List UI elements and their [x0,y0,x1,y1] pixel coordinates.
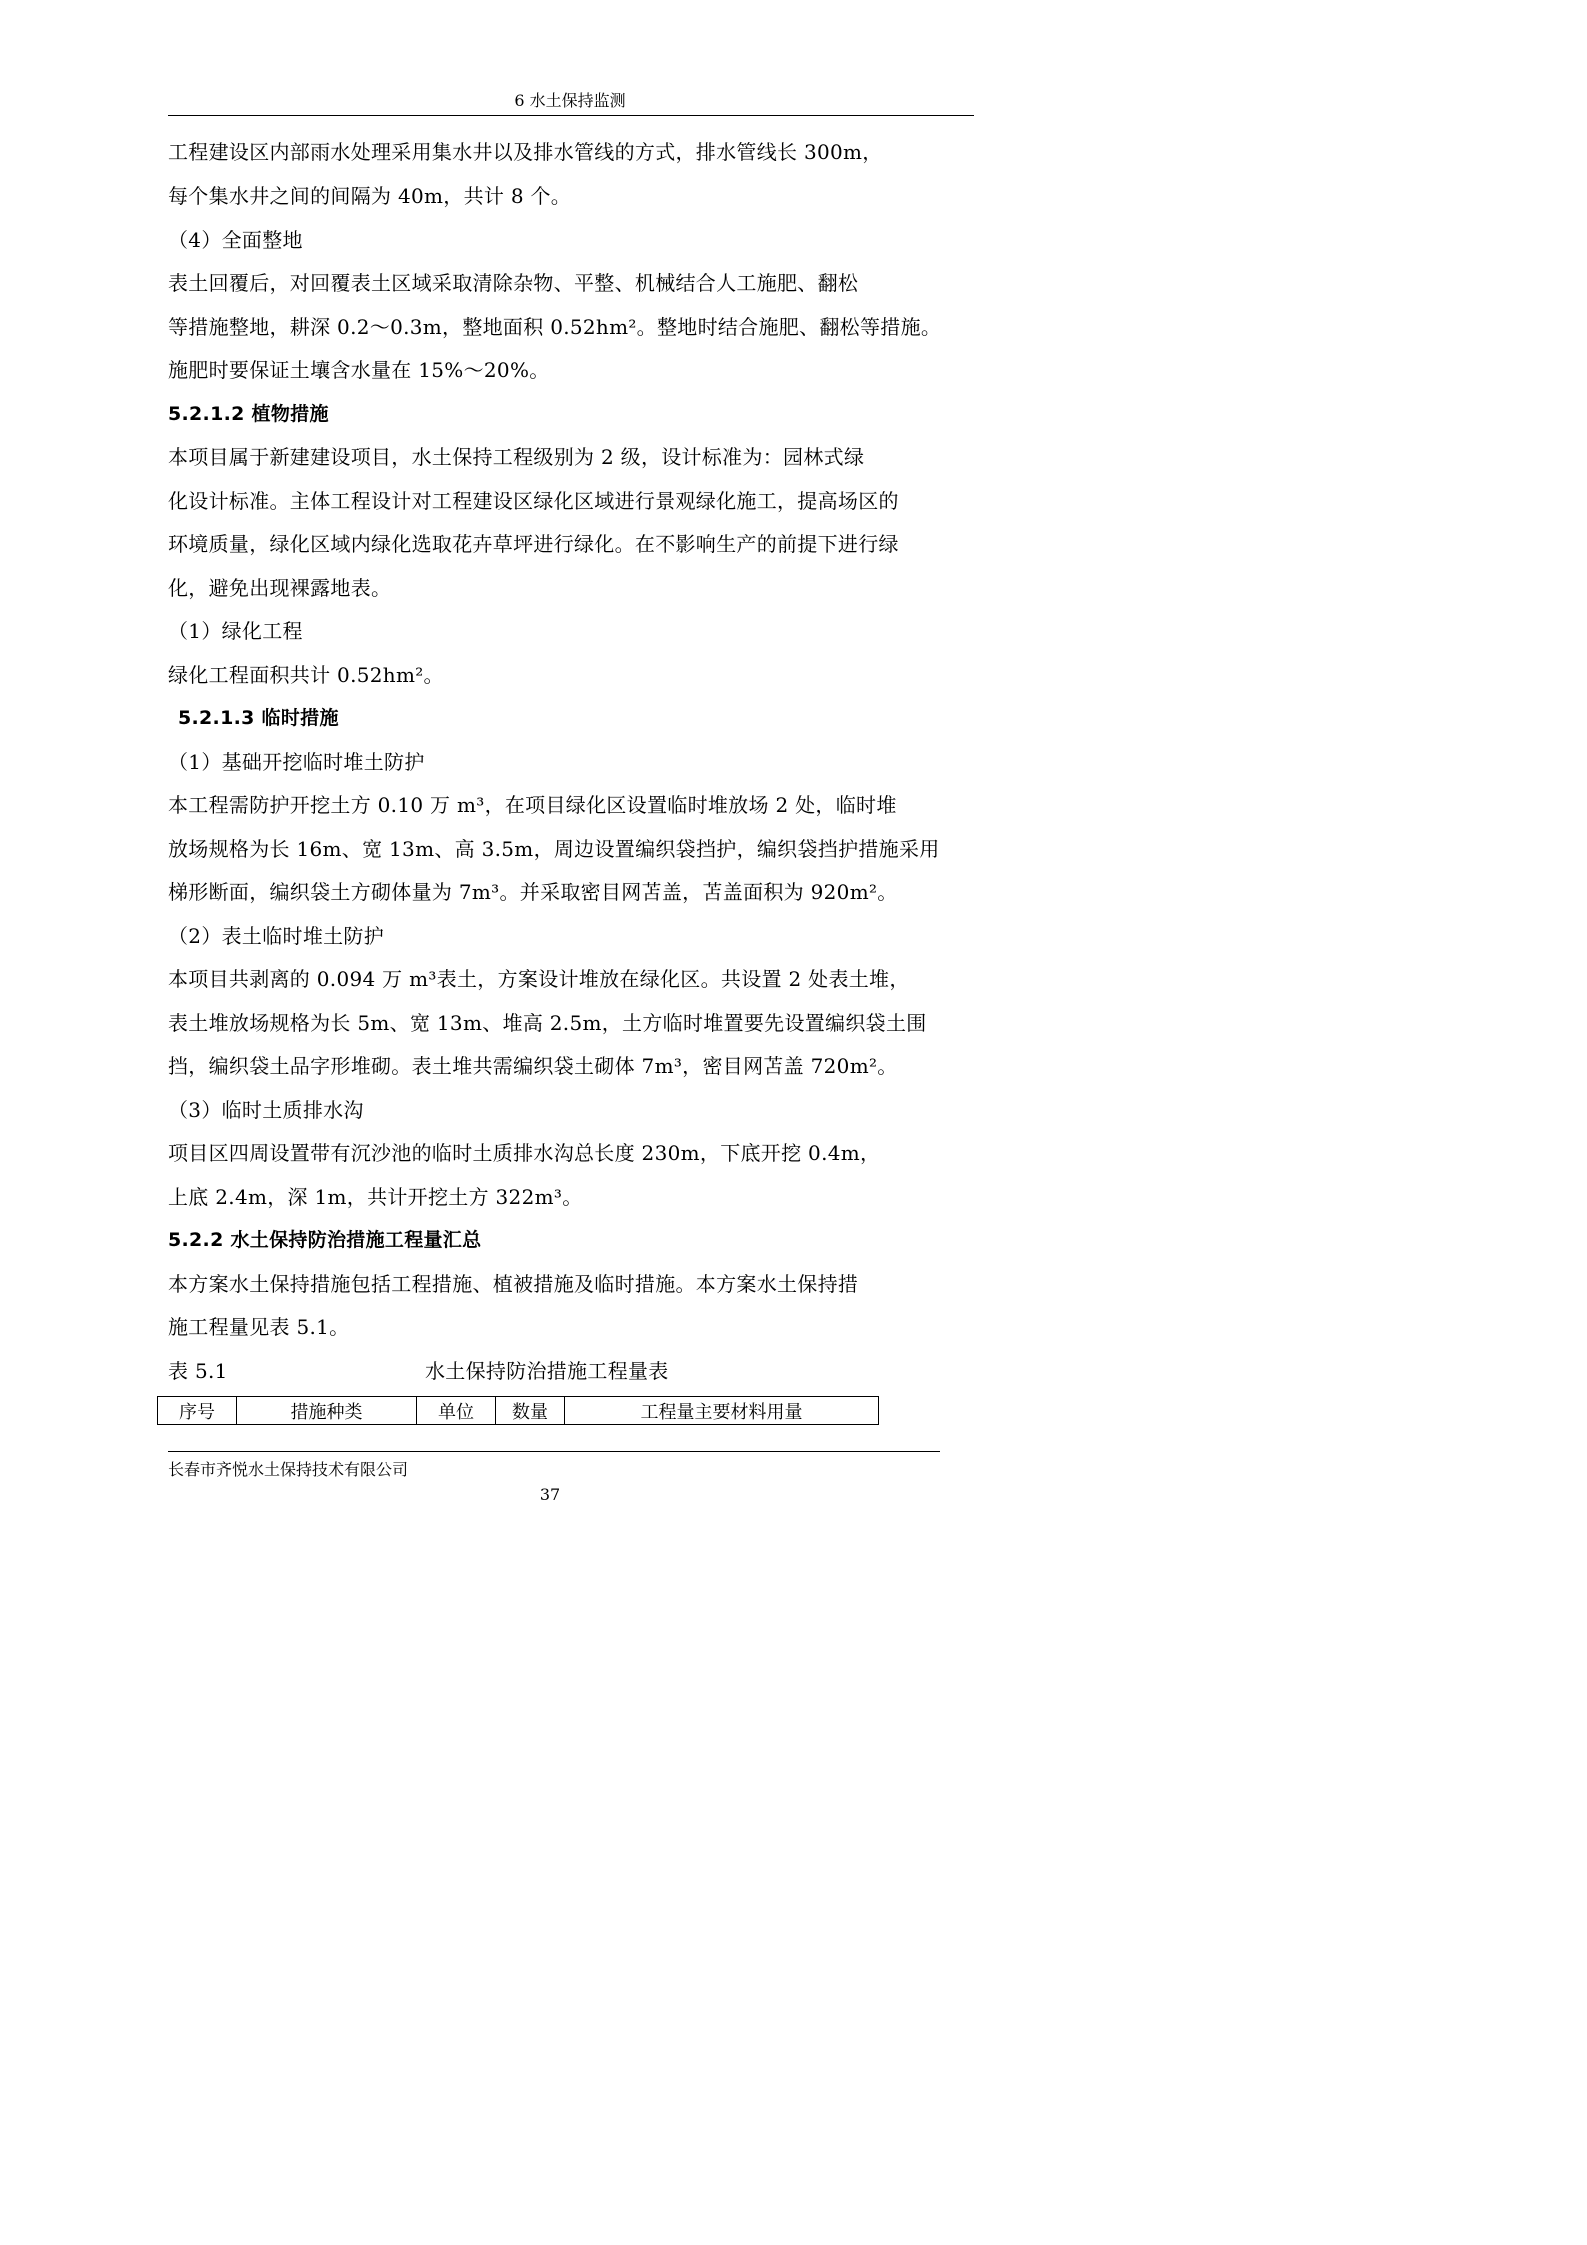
running-header: 6 水土保持监测 [514,91,626,110]
paragraph-line: 表土回覆后，对回覆表土区域采取清除杂物、平整、机械结合人工施肥、翻松 [168,271,859,295]
paragraph-line: 等措施整地，耕深 0.2～0.3m，整地面积 0.52hm²。整地时结合施肥、翻松等措施。 [168,315,942,339]
footer-company: 长春市齐悦水土保持技术有限公司 [168,1460,409,1479]
page-number: 37 [539,1485,561,1504]
section-heading: 5.2.1.3 临时措施 [178,707,339,729]
paragraph-line: 施工程量见表 5.1。 [168,1315,350,1339]
measures-table [157,1396,879,1425]
item-heading: （4）全面整地 [168,228,303,252]
section-heading: 5.2.1.2 植物措施 [168,403,329,425]
paragraph-line: 本方案水土保持措施包括工程措施、植被措施及临时措施。本方案水土保持措 [168,1272,859,1296]
table-caption: 水土保持防治措施工程量表 [425,1359,669,1383]
table-header-cell: 工程量主要材料用量 [565,1397,879,1425]
paragraph-line: 环境质量，绿化区域内绿化选取花卉草坪进行绿化。在不影响生产的前提下进行绿 [168,532,899,556]
table-header-row [158,1397,879,1425]
footer-rule [168,1451,940,1452]
table-header-cell: 措施种类 [237,1397,417,1425]
paragraph-line: 化，避免出现裸露地表。 [168,576,392,600]
paragraph-line: 项目区四周设置带有沉沙池的临时土质排水沟总长度 230m，下底开挖 0.4m， [168,1141,881,1165]
section-heading: 5.2.2 水土保持防治措施工程量汇总 [168,1229,482,1251]
item-heading: （2）表土临时堆土防护 [168,924,385,948]
paragraph-line: 挡，编织袋土品字形堆砌。表土堆共需编织袋土砌体 7m³，密目网苫盖 720m²。 [168,1054,898,1078]
item-heading: （1）绿化工程 [168,619,303,643]
paragraph-line: 梯形断面，编织袋土方砌体量为 7m³。并采取密目网苫盖，苫盖面积为 920m²。 [168,880,898,904]
table-number: 表 5.1 [168,1359,228,1383]
item-heading: （3）临时土质排水沟 [168,1098,364,1122]
paragraph-line: 放场规格为长 16m、宽 13m、高 3.5m，周边设置编织袋挡护，编织袋挡护措施采用 [168,837,940,861]
paragraph-line: 本工程需防护开挖土方 0.10 万 m³，在项目绿化区设置临时堆放场 2 处，临时堆 [168,793,897,817]
table-header-cell: 数量 [496,1397,565,1425]
paragraph-line: 本项目共剥离的 0.094 万 m³表土，方案设计堆放在绿化区。共设置 2 处表土堆， [168,967,910,991]
paragraph-line: 施肥时要保证土壤含水量在 15%～20%。 [168,358,550,382]
paragraph-line: 绿化工程面积共计 0.52hm²。 [168,663,444,687]
table-header-cell: 序号 [158,1397,237,1425]
table-header-cell: 单位 [417,1397,496,1425]
paragraph-line: 上底 2.4m，深 1m，共计开挖土方 322m³。 [168,1185,583,1209]
paragraph-line: 表土堆放场规格为长 5m、宽 13m、堆高 2.5m，土方临时堆置要先设置编织袋土围 [168,1011,927,1035]
paragraph-line: 化设计标准。主体工程设计对工程建设区绿化区域进行景观绿化施工，提高场区的 [168,489,899,513]
paragraph-line: 本项目属于新建建设项目，水土保持工程级别为 2 级，设计标准为：园林式绿 [168,445,865,469]
item-heading: （1）基础开挖临时堆土防护 [168,750,425,774]
paragraph-line: 每个集水井之间的间隔为 40m，共计 8 个。 [168,184,572,208]
header-rule [168,115,974,116]
paragraph-line: 工程建设区内部雨水处理采用集水井以及排水管线的方式，排水管线长 300m， [168,140,883,164]
